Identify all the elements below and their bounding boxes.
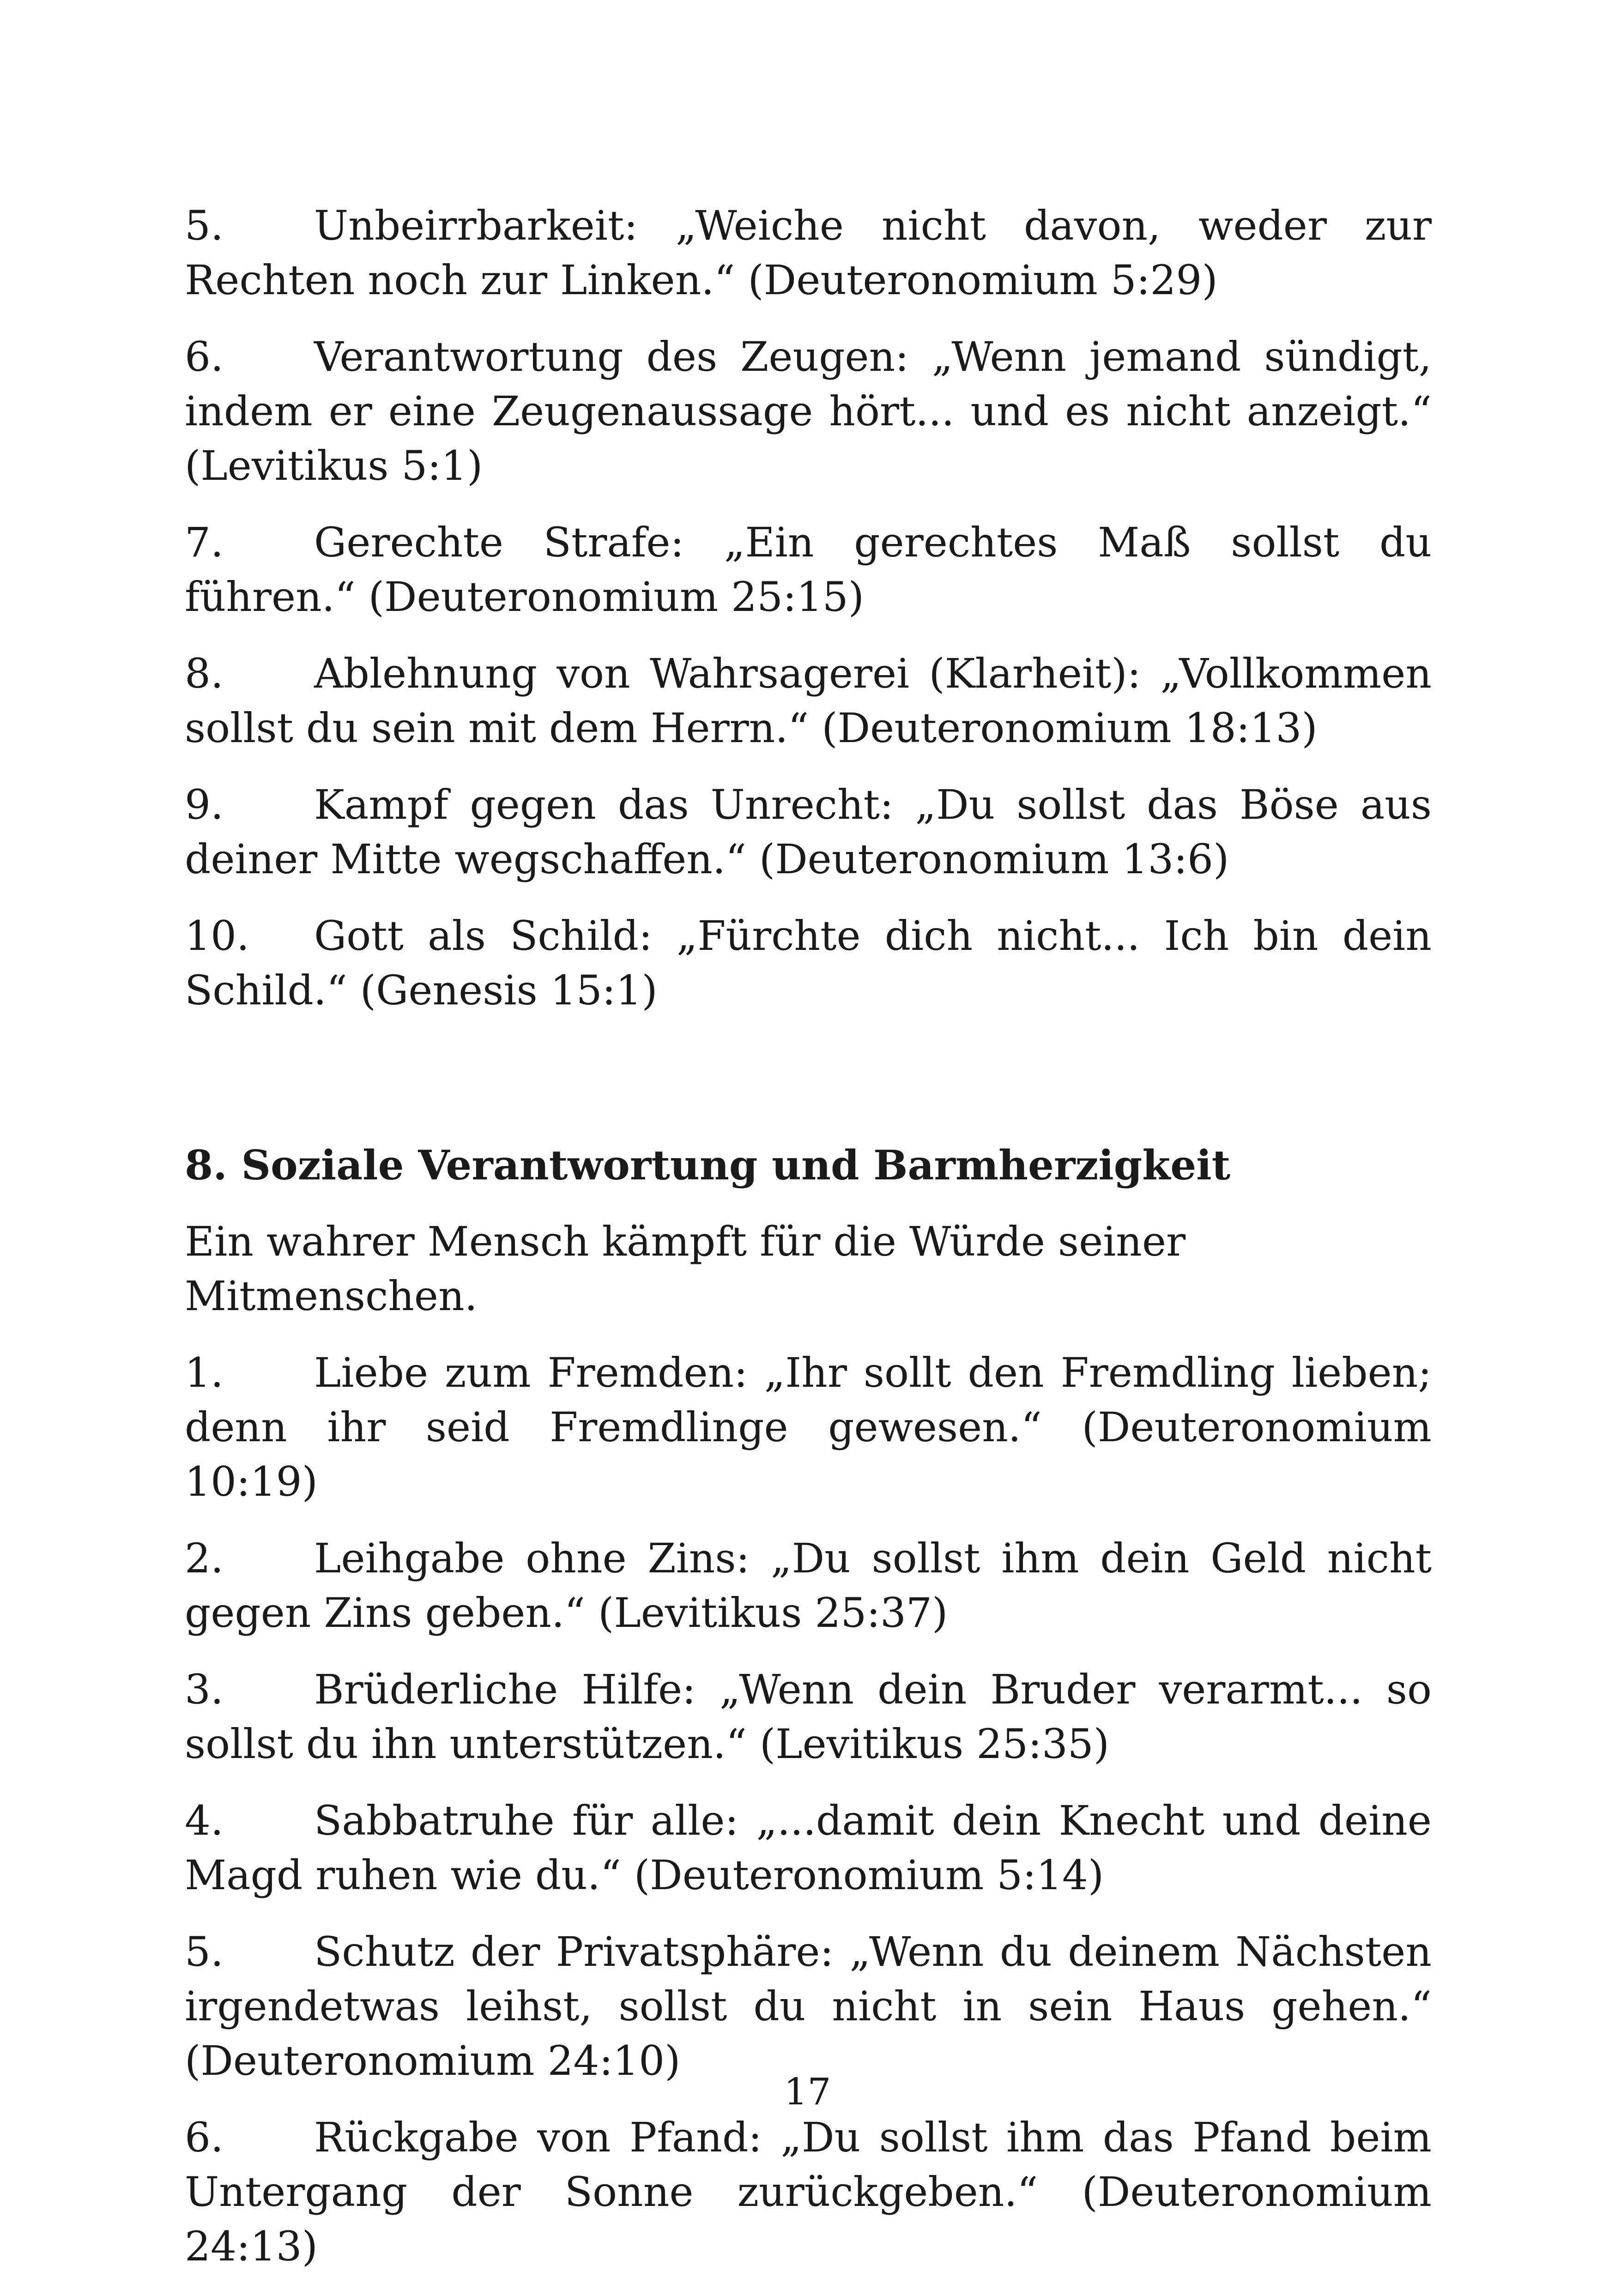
list-item [185,515,1432,624]
list-item [185,199,1432,308]
item-text: Unbeirrbarkeit: „Weiche nicht davon, weder zur Rechten noch zur Linken.“ (Deuteronomium 5:29) [185,202,1432,304]
item-number: 8. [185,650,224,697]
item-text: Leihgabe ohne Zins: „Du sollst ihm dein Geld nicht gegen Zins geben.“ (Levitikus 25:37) [185,1535,1432,1637]
item-number: 5. [185,1928,224,1976]
item-text: Brüderliche Hilfe: „Wenn dein Bruder verarmt... so sollst du ihn unterstützen.“ (Levitikus 25:35) [185,1666,1432,1768]
item-text: Kampf gegen das Unrecht: „Du sollst das Böse aus deiner Mitte wegschaffen.“ (Deuteronomium 13:6) [185,781,1432,883]
item-number: 1. [185,1349,224,1396]
item-number: 6. [185,333,224,381]
item-number: 10. [185,912,249,960]
list-a [185,199,1432,1018]
page-number: 17 [784,2070,831,2113]
list-item [185,330,1432,493]
list-item [185,1662,1432,1771]
list-item [185,1346,1432,1509]
item-number: 6. [185,2114,224,2161]
list-item [185,2110,1432,2274]
list-item [185,1531,1432,1640]
list-item [185,647,1432,755]
item-number: 7. [185,519,224,566]
item-number: 2. [185,1535,224,1582]
list-item [185,1925,1432,2088]
section-heading: 8. Soziale Verantwortung und Barmherzigkeit [185,1141,1231,1189]
list-item [185,909,1432,1018]
item-number: 5. [185,202,224,249]
item-text: Gerechte Strafe: „Ein gerechtes Maß sollst du führen.“ (Deuteronomium 25:15) [185,519,1432,621]
item-text: Ablehnung von Wahrsagerei (Klarheit): „Vollkommen sollst du sein mit dem Herrn.“ (Deuteronomium 18:13) [185,650,1432,752]
list-item [185,1794,1432,1903]
item-text: Verantwortung des Zeugen: „Wenn jemand sündigt, indem er eine Zeugenaussage hört... und es nicht anzeigt.“ (Levitikus 5:1) [185,333,1432,489]
item-text: Liebe zum Fremden: „Ihr sollt den Fremdling lieben; denn ihr seid Fremdlinge gewesen.“ (Deuteronomium 10:19) [185,1349,1432,1505]
item-text: Rückgabe von Pfand: „Du sollst ihm das Pfand beim Untergang der Sonne zurückgeben.“ (Deuteronomium 24:13) [185,2114,1432,2270]
item-number: 9. [185,781,224,828]
list-item [185,778,1432,887]
page-content [185,199,1432,2296]
section-intro: Ein wahrer Mensch kämpft für die Würde seiner Mitmenschen. [185,1218,1186,1320]
item-text: Gott als Schild: „Fürchte dich nicht... Ich bin dein Schild.“ (Genesis 15:1) [185,912,1432,1014]
item-text: Schutz der Privatsphäre: „Wenn du deinem Nächsten irgendetwas leihst, sollst du nicht in sein Haus gehen.“ (Deuteronomium 24:10) [185,1928,1432,2085]
item-number: 3. [185,1666,224,1713]
item-text: Sabbatruhe für alle: „...damit dein Knecht und deine Magd ruhen wie du.“ (Deuteronomium 5:14) [185,1797,1432,1899]
item-number: 4. [185,1797,224,1844]
